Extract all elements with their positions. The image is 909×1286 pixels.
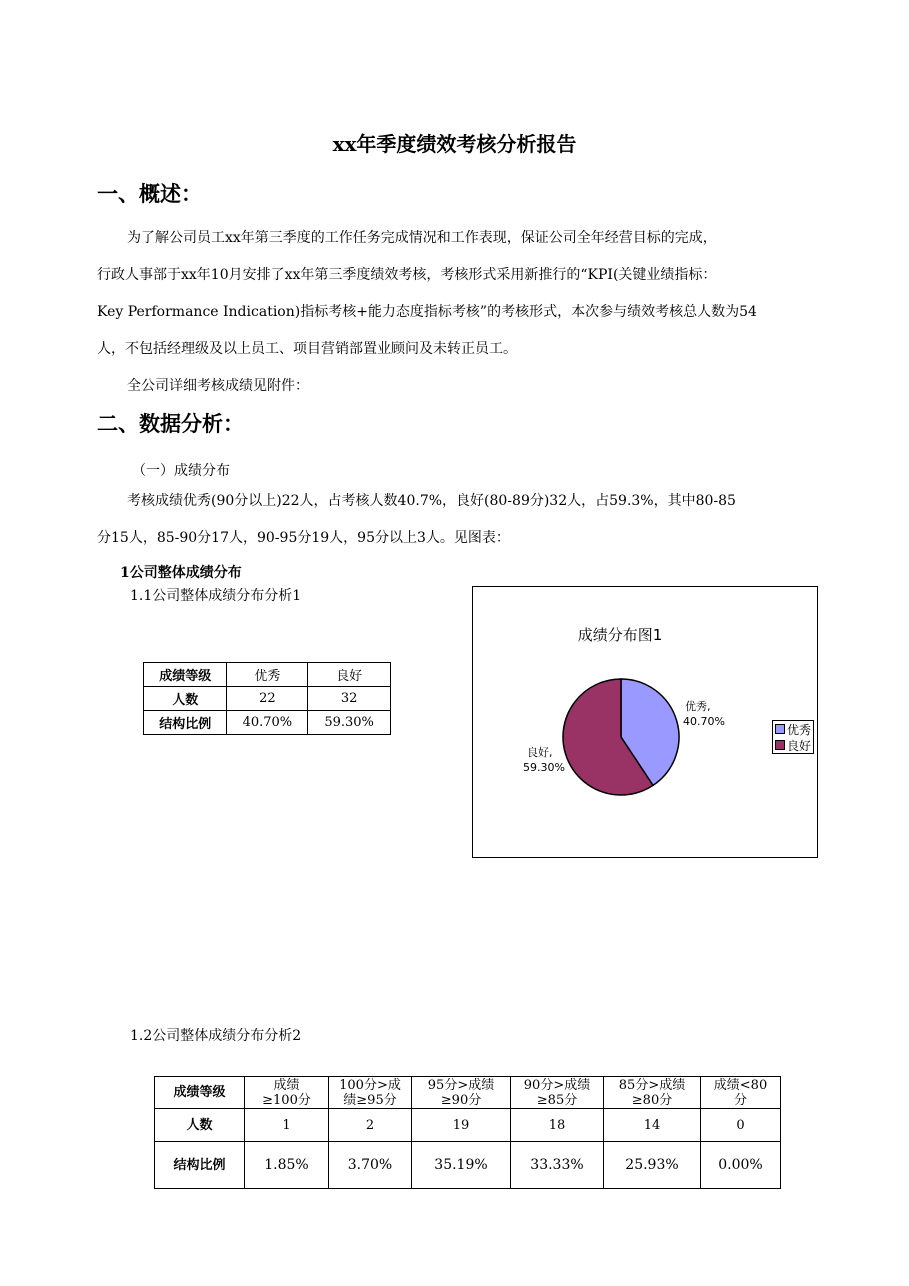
header-line: 成绩 xyxy=(273,1077,300,1093)
header-line: ≥85分 xyxy=(536,1092,578,1108)
table-header-label: 成绩等级 xyxy=(155,1077,245,1109)
table-ratio-label: 结构比例 xyxy=(155,1142,245,1189)
table-cell: 25.93% xyxy=(604,1142,701,1189)
table-header-cell xyxy=(604,1077,701,1109)
table-count-label: 人数 xyxy=(155,1109,245,1142)
table-cell: 18 xyxy=(511,1109,604,1142)
table-cell: 19 xyxy=(412,1109,511,1142)
table-cell: 0.00% xyxy=(701,1142,781,1189)
score-distribution-subheading: （一）成绩分布 xyxy=(132,463,230,479)
table-ratio-label: 结构比例 xyxy=(144,711,227,735)
header-line: 成绩<80 xyxy=(713,1077,768,1093)
table-header-cell xyxy=(412,1077,511,1109)
legend-label-good: 良好 xyxy=(787,738,812,753)
table-cell: 14 xyxy=(604,1109,701,1142)
slice-label-excellent-value: 40.70% xyxy=(683,715,725,728)
part1-1-title: 1.1公司整体成绩分布分析1 xyxy=(130,588,302,604)
table-row xyxy=(144,711,391,735)
table-row xyxy=(155,1142,781,1189)
table-cell: 2 xyxy=(329,1109,412,1142)
pie-chart xyxy=(473,587,816,856)
table-cell: 优秀 xyxy=(227,663,308,687)
header-line: ≥80分 xyxy=(631,1092,673,1108)
table-cell: 0 xyxy=(701,1109,781,1142)
pie-chart-frame xyxy=(472,586,818,858)
slice-label-excellent-name: 优秀, xyxy=(685,700,711,713)
table-cell: 32 xyxy=(308,687,391,711)
table-cell: 1 xyxy=(245,1109,329,1142)
legend-item-good xyxy=(773,737,813,753)
header-line: 95分>成绩 xyxy=(427,1077,495,1093)
legend-item-excellent xyxy=(773,721,813,737)
section-analysis-heading: 二、数据分析： xyxy=(97,411,244,436)
part1-title: 1公司整体成绩分布 xyxy=(120,565,242,581)
attachment-note: 全公司详细考核成绩见附件： xyxy=(127,378,309,394)
header-line: 100分>成 xyxy=(339,1077,401,1093)
table-count-label: 人数 xyxy=(144,687,227,711)
table-cell: 22 xyxy=(227,687,308,711)
table-header-label: 成绩等级 xyxy=(144,663,227,687)
table-row xyxy=(155,1109,781,1142)
table-row xyxy=(155,1077,781,1109)
overview-line-2: 行政人事部于xx年10月安排了xx年第三季度绩效考核，考核形式采用新推行的“KPI(关键业绩指标： xyxy=(97,267,717,283)
overview-line-3: Key Performance Indication)指标考核+能力态度指标考核”的考核形式，本次参与绩效考核总人数为54 xyxy=(97,304,757,320)
distribution-table-1 xyxy=(143,662,391,735)
header-line: 分 xyxy=(733,1092,747,1108)
header-line: ≥90分 xyxy=(440,1092,482,1108)
table-header-cell xyxy=(701,1077,781,1109)
analysis-line-2: 分15人，85-90分17人，90-95分19人，95分以上3人。见图表： xyxy=(97,530,510,546)
analysis-line-1: 考核成绩优秀(90分以上)22人，占考核人数40.7%，良好(80-89分)32人，占59.3%，其中80-85 xyxy=(127,493,736,509)
header-line: ≥100分 xyxy=(262,1092,311,1108)
overview-paragraph xyxy=(97,220,817,405)
slice-label-good-name: 良好, xyxy=(527,746,553,759)
table-cell: 35.19% xyxy=(412,1142,511,1189)
table-cell: 3.70% xyxy=(329,1142,412,1189)
header-line: 85分>成绩 xyxy=(618,1077,686,1093)
legend-label-excellent: 优秀 xyxy=(787,722,812,737)
header-line: 90分>成绩 xyxy=(523,1077,591,1093)
table-cell: 33.33% xyxy=(511,1142,604,1189)
analysis-paragraph xyxy=(97,483,817,557)
overview-line-4: 人，不包括经理级及以上员工、项目营销部置业顾问及未转正员工。 xyxy=(97,341,517,357)
distribution-table-2 xyxy=(154,1076,781,1189)
chart-title: 成绩分布图1 xyxy=(577,626,663,644)
table-row xyxy=(144,687,391,711)
table-cell: 良好 xyxy=(308,663,391,687)
legend-swatch-excellent xyxy=(775,724,785,734)
table-header-cell xyxy=(511,1077,604,1109)
table-cell: 59.30% xyxy=(308,711,391,735)
slice-label-good-value: 59.30% xyxy=(523,761,565,774)
page-title: xx年季度绩效考核分析报告 xyxy=(332,132,577,156)
legend-swatch-good xyxy=(775,740,785,750)
table-header-cell xyxy=(245,1077,329,1109)
table-header-cell xyxy=(329,1077,412,1109)
table-cell: 40.70% xyxy=(227,711,308,735)
header-line: 绩≥95分 xyxy=(343,1092,397,1108)
chart-legend xyxy=(772,720,814,754)
table-row xyxy=(144,663,391,687)
part1-2-title: 1.2公司整体成绩分布分析2 xyxy=(130,1028,302,1044)
overview-line-1: 为了解公司员工xx年第三季度的工作任务完成情况和工作表现，保证公司全年经营目标的完成， xyxy=(127,230,717,246)
table-cell: 1.85% xyxy=(245,1142,329,1189)
section-overview-heading: 一、概述： xyxy=(97,181,202,206)
